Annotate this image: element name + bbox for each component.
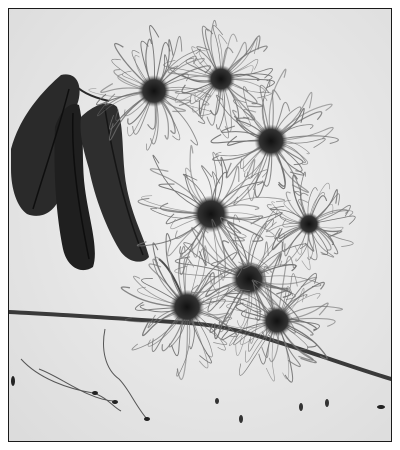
seed-pod-5 — [215, 398, 219, 404]
seed-head-center — [138, 75, 170, 107]
seed-pod-4 — [11, 376, 15, 386]
photograph — [9, 9, 392, 442]
seed-pod-7 — [299, 403, 303, 411]
photograph-frame — [8, 8, 392, 442]
seed-head-center — [262, 306, 293, 337]
seed-head-center — [192, 195, 229, 232]
seed-pod-6 — [239, 415, 243, 423]
seed-pod-8 — [325, 399, 329, 407]
seed-head-center — [254, 124, 287, 157]
seed-pod-3 — [144, 417, 150, 421]
seed-pod-1 — [92, 391, 98, 395]
seed-head-center — [207, 65, 235, 93]
seed-pod-2 — [112, 400, 118, 404]
seed-head-center — [170, 290, 205, 325]
seed-pod-9 — [377, 405, 385, 409]
seed-head-center — [297, 212, 320, 235]
